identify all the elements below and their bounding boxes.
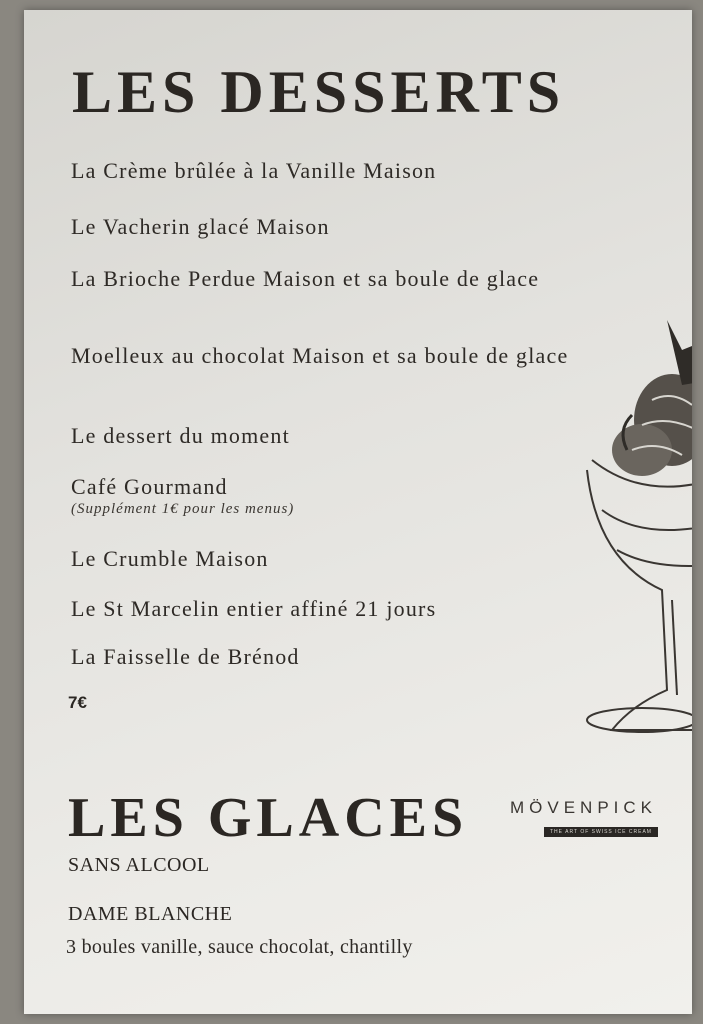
dessert-item: La Faisselle de Brénod <box>71 644 300 669</box>
logo-tagline: THE ART OF SWISS ICE CREAM <box>544 827 658 837</box>
dessert-item: La Crème brûlée à la Vanille Maison <box>71 158 437 183</box>
dessert-item-note: (Supplément 1€ pour les menus) <box>71 501 295 518</box>
dessert-item <box>71 474 591 518</box>
glace-item-description: 3 boules vanille, sauce chocolat, chantilly <box>66 936 413 958</box>
logo-wordmark: MÖVENPICK <box>510 798 658 817</box>
dessert-item: Le dessert du moment <box>71 423 290 448</box>
dessert-item: Moelleux au chocolat Maison et sa boule de glace <box>71 343 569 368</box>
dessert-item: Le Crumble Maison <box>71 546 269 571</box>
ice-cream-sundae-icon <box>572 310 692 770</box>
section-label: SANS ALCOOL <box>68 854 210 876</box>
glaces-title: LES GLACES <box>68 787 469 849</box>
movenpick-logo <box>510 798 686 837</box>
menu-page <box>24 10 692 1014</box>
dessert-item: Le St Marcelin entier affiné 21 jours <box>71 596 437 621</box>
dessert-item: La Brioche Perdue Maison et sa boule de glace <box>71 266 540 291</box>
dessert-item-name: Café Gourmand <box>71 474 228 499</box>
desserts-title: LES DESSERTS <box>72 59 566 125</box>
dessert-item: Le Vacherin glacé Maison <box>71 214 330 239</box>
glace-item-name: DAME BLANCHE <box>68 903 233 925</box>
desserts-price: 7€ <box>68 693 87 712</box>
